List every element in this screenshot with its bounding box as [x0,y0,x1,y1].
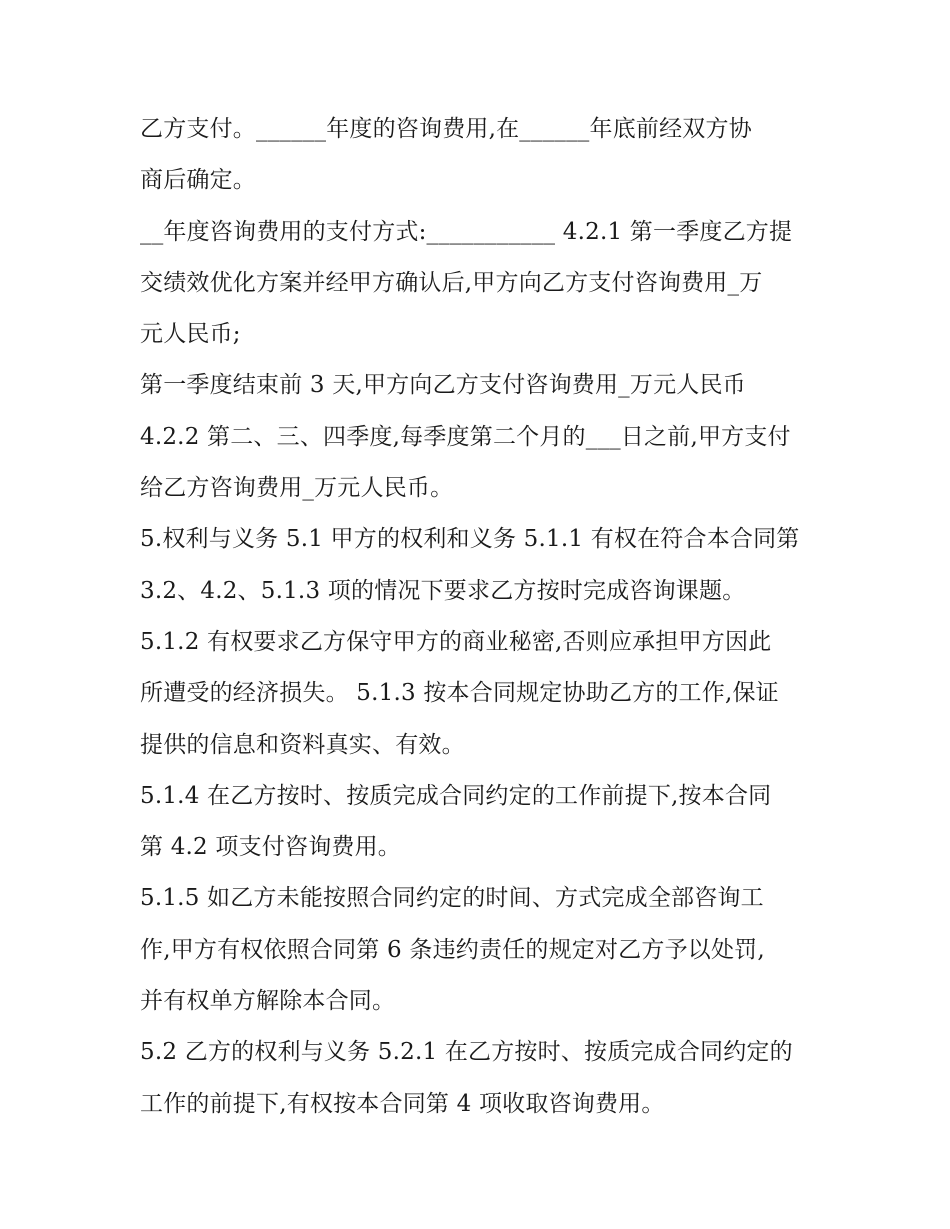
text-line: 交绩效优化方案并经甲方确认后,甲方向乙方支付咨询费用_万 [140,269,763,296]
text-line: __年度咨询费用的支付方式:___________ 4.2.1 第一季度乙方提 [140,218,793,245]
text-line: 元人民币; [140,321,241,348]
text-line: 4.2.2 第二、三、四季度,每季度第二个月的___日之前,甲方支付 [140,423,791,450]
text-line: 作,甲方有权依照合同第 6 条违约责任的规定对乙方予以处罚, [140,936,765,963]
text-line: 乙方支付。______年度的咨询费用,在______年底前经双方协 [140,116,752,142]
text-line: 5.2 乙方的权利与义务 5.2.1 在乙方按时、按质完成合同约定的 [140,1039,793,1066]
text-line: 提供的信息和资料真实、有效。 [140,731,465,758]
text-line: 所遭受的经济损失。 5.1.3 按本合同规定协助乙方的工作,保证 [140,680,779,707]
text-line: 给乙方咨询费用_万元人民币。 [140,475,454,502]
text-line: 5.1.4 在乙方按时、按质完成合同约定的工作前提下,按本合同 [140,782,772,809]
text-line: 工作的前提下,有权按本合同第 4 项收取咨询费用。 [140,1090,665,1117]
text-line: 5.1.5 如乙方未能按照合同约定的时间、方式完成全部咨询工 [140,885,764,912]
document-body [140,104,830,1130]
text-line: 第 4.2 项支付咨询费用。 [140,834,401,861]
text-line: 并有权单方解除本合同。 [140,988,396,1015]
text-line: 5.1.2 有权要求乙方保守甲方的商业秘密,否则应承担甲方因此 [140,628,772,655]
text-line: 3.2、4.2、5.1.3 项的情况下要求乙方按时完成咨询课题。 [140,577,746,604]
text-line: 商后确定。 [140,167,256,194]
text-line: 第一季度结束前 3 天,甲方向乙方支付咨询费用_万元人民币 [140,372,746,399]
text-line: 5.权利与义务 5.1 甲方的权利和义务 5.1.1 有权在符合本合同第 [140,526,800,553]
